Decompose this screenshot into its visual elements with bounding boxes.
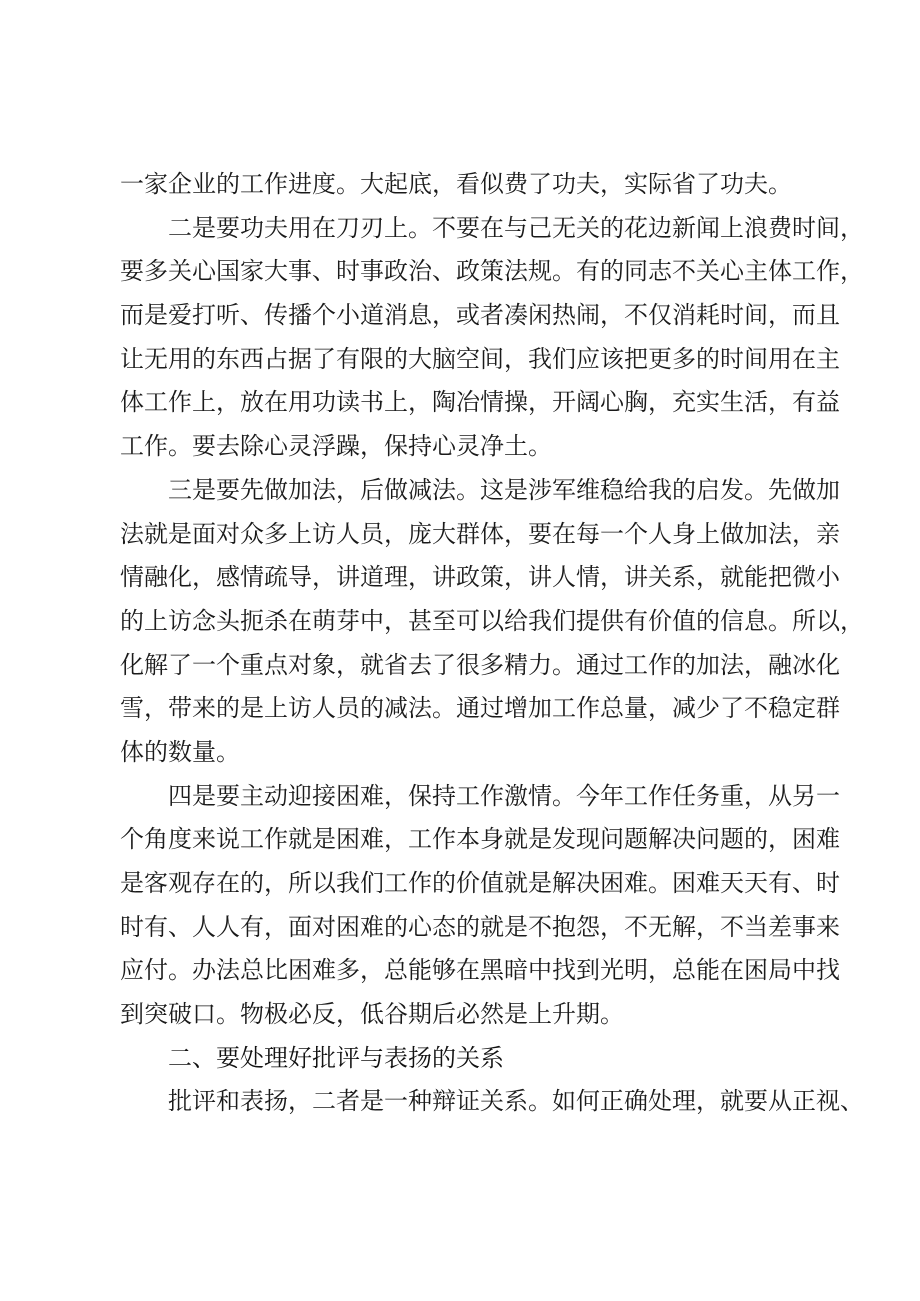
text-line: 体的数量。 <box>120 737 240 766</box>
text-line: 的上访念头扼杀在萌芽中，甚至可以给我们提供有价值的信息。所以， <box>120 606 864 635</box>
paragraph-point-four <box>120 775 840 1037</box>
text-line: 是客观存在的，所以我们工作的价值就是解决困难。困难天天有、时 <box>120 869 840 897</box>
paragraph-section-intro <box>120 1080 864 1124</box>
text-line: 时有、人人有，面对困难的心态的就是不抱怨，不无解，不当差事来 <box>120 912 840 941</box>
text-line: 而是爱打听、传播个小道消息，或者凑闲热闹，不仅消耗时间，而且 <box>120 301 840 330</box>
text-line: 二是要功夫用在刀刃上。不要在与己无关的花边新闻上浪费时间， <box>168 213 864 242</box>
text-line: 个角度来说工作就是困难，工作本身就是发现问题解决问题的，困难 <box>120 825 840 854</box>
paragraph-continuation <box>120 163 820 207</box>
text-line: 三是要先做加法，后做减法。这是涉军维稳给我的启发。先做加 <box>168 475 840 504</box>
text-line: 应付。办法总比困难多，总能够在黑暗中找到光明，总能在困局中找 <box>120 956 840 985</box>
text-line: 一家企业的工作进度。大起底，看似费了功夫，实际省了功夫。 <box>120 170 792 198</box>
paragraph-point-three <box>120 469 864 775</box>
body-text <box>120 163 864 1124</box>
text-line: 四是要主动迎接困难，保持工作激情。今年工作任务重，从另一 <box>168 781 840 810</box>
text-line: 要多关心国家大事、时事政治、政策法规。有的同志不关心主体工作， <box>120 257 864 286</box>
text-line: 情融化，感情疏导，讲道理，讲政策，讲人情，讲关系，就能把微小 <box>120 563 840 592</box>
text-line: 法就是面对众多上访人员，庞大群体，要在每一个人身上做加法，亲 <box>120 519 840 548</box>
text-line: 体工作上，放在用功读书上，陶冶情操，开阔心胸，充实生活，有益 <box>120 388 840 417</box>
text-line: 工作。要去除心灵浮躁，保持心灵净土。 <box>120 432 552 461</box>
paragraph-point-two <box>120 207 864 469</box>
text-line: 批评和表扬，二者是一种辩证关系。如何正确处理，就要从正视、 <box>168 1087 864 1116</box>
section-heading: 二、要处理好批评与表扬的关系 <box>168 1043 504 1072</box>
text-line: 雪，带来的是上访人员的减法。通过增加工作总量，减少了不稳定群 <box>120 694 840 723</box>
text-line: 化解了一个重点对象，就省去了很多精力。通过工作的加法，融冰化 <box>120 650 840 679</box>
text-line: 让无用的东西占据了有限的大脑空间，我们应该把更多的时间用在主 <box>120 344 840 373</box>
text-line: 到突破口。物极必反，低谷期后必然是上升期。 <box>120 1000 624 1029</box>
